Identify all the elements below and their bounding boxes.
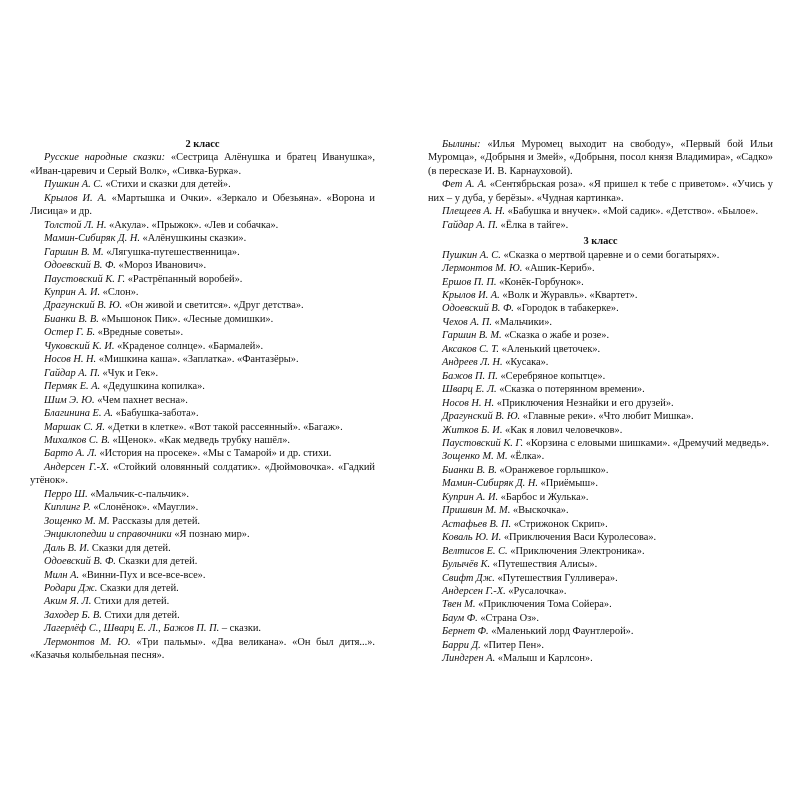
list-item — [30, 340, 375, 353]
list-item — [30, 582, 375, 595]
author-name: Драгунский В. Ю. — [44, 300, 123, 312]
work-titles: «Малыш и Карлсон». — [495, 653, 593, 665]
author-name: Бианки В. В. — [44, 313, 99, 325]
list-item — [30, 326, 375, 339]
work-titles: «Сестрица Алёнушка и братец Иванушка», «Иван-царевич и Серый Волк», «Сивка-Бурка». — [30, 152, 376, 177]
list-item — [428, 356, 773, 369]
author-name: Милн А. — [44, 569, 80, 581]
work-titles: «Чук и Гек». — [99, 367, 159, 379]
grade-heading: 3 класс — [583, 236, 618, 248]
list-item — [428, 639, 773, 652]
list-item — [30, 219, 375, 232]
author-name: Бажов П. П. — [442, 370, 498, 382]
list-item — [428, 572, 773, 585]
list-item — [428, 545, 773, 558]
list-item — [30, 246, 375, 259]
list-item — [30, 609, 375, 622]
work-titles: «Мальчик-с-пальчик». — [87, 488, 189, 500]
author-name: Крылов И. А. — [44, 192, 107, 204]
work-titles: «Ёлка в тайге». — [497, 219, 569, 231]
work-titles: «Стойкий оловянный солдатик». «Дюймовочка». «Гадкий утёнок». — [30, 461, 375, 487]
work-titles: «Ёлка». — [507, 451, 545, 463]
work-titles: Рассказы для детей. — [109, 515, 201, 527]
list-item — [428, 598, 773, 611]
work-titles: «Барбос и Жулька». — [498, 491, 589, 503]
list-item — [30, 151, 375, 178]
list-item — [428, 383, 773, 396]
author-name: Остер Г. Б. — [44, 327, 96, 339]
work-titles: «Ашик-Кериб». — [522, 263, 595, 275]
work-titles: «Конёк-Горбунок». — [496, 276, 584, 288]
list-item — [428, 504, 773, 517]
author-name: Андреев Л. Н. — [442, 357, 503, 369]
author-name: Лагерлёф С., Шварц Е. Л., Бажов П. П. — [44, 623, 220, 635]
author-name: Гайдар А. П. — [44, 367, 100, 379]
work-titles: «Серебряное копытце». — [497, 370, 606, 382]
work-titles: «Приключения Незнайки и его друзей». — [494, 397, 674, 409]
work-titles: «Сентябрьская роза». «Я пришел к тебе с приветом». «Учись у них – у дуба, у берёзы». «Чудная картинка». — [428, 179, 773, 204]
list-item — [428, 464, 773, 477]
list-item — [428, 262, 773, 275]
list-item — [428, 397, 773, 410]
author-name: Твен М. — [442, 599, 476, 611]
author-name: Перро Ш. — [44, 488, 88, 500]
work-titles: «Мартышка и Очки». «Зеркало и Обезьяна». «Ворона и Лисица» и др. — [30, 192, 375, 218]
list-item — [30, 394, 375, 407]
work-titles: «Винни-Пух и все-все-все». — [79, 569, 206, 581]
work-titles: «Маленький лорд Фаунтлерой». — [488, 626, 634, 638]
work-titles: Стихи для детей. — [101, 609, 180, 621]
author-name: Былины: — [442, 139, 481, 150]
author-name: Русские народные сказки: — [44, 152, 166, 164]
list-item — [428, 652, 773, 665]
list-item — [428, 531, 773, 544]
list-item — [30, 488, 375, 501]
work-titles: «Вредные советы». — [95, 327, 184, 339]
list-item — [30, 515, 375, 528]
author-name: Коваль Ю. И. — [442, 532, 502, 544]
author-name: Пермяк Е. А. — [44, 381, 101, 393]
author-name: Линдгрен А. — [442, 653, 496, 665]
author-name: Велтисов Е. С. — [442, 545, 508, 557]
work-titles: «Мишкина каша». «Заплатка». «Фантазёры». — [96, 354, 299, 366]
list-item — [428, 477, 773, 490]
grade-heading: 2 класс — [185, 139, 220, 150]
work-titles: «Сказка о жабе и розе». — [501, 330, 610, 342]
work-titles: «Выскочка». — [510, 505, 569, 517]
list-item — [428, 437, 773, 450]
list-item — [428, 302, 773, 315]
work-titles: «Илья Муромец выходит на свободу», «Первый бой Ильи Муромца», «Добрыня и Змей», «Добрыня, посол князя Владимира», «Садко» (в пересказе И. В. Карнауховой). — [428, 139, 773, 177]
author-name: Чуковский К. И. — [44, 340, 115, 352]
author-name: Чехов А. П. — [442, 316, 492, 328]
work-titles: «Главные реки». «Что любит Мишка». — [520, 411, 694, 423]
work-titles: «Путешествия Гулливера». — [494, 572, 618, 584]
work-titles: «Приключения Тома Сойера». — [475, 599, 612, 611]
work-titles: «Детки в клетке». «Вот такой рассеянный». «Багаж». — [104, 421, 343, 433]
work-titles: «Мальчики». — [491, 316, 552, 328]
author-name: Мамин-Сибиряк Д. Н. — [442, 478, 538, 490]
author-name: Бианки В. В. — [442, 464, 497, 476]
list-item — [428, 316, 773, 329]
author-name: Баум Ф. — [442, 612, 478, 624]
author-name: Драгунский В. Ю. — [442, 411, 521, 423]
list-item — [428, 205, 773, 218]
author-name: Барри Д. — [442, 639, 481, 651]
work-titles: «Дедушкина копилка». — [100, 381, 205, 393]
author-name: Шим Э. Ю. — [44, 394, 95, 406]
work-titles: «Оранжевое горлышко». — [496, 464, 609, 476]
list-item — [428, 558, 773, 571]
list-item — [30, 313, 375, 326]
author-name: Пушкин А. С. — [442, 249, 501, 261]
author-name: Астафьев В. П. — [442, 518, 512, 530]
work-titles: «Слонёнок». «Маугли». — [90, 502, 199, 514]
work-titles: Стихи для детей. — [91, 596, 170, 608]
list-item — [428, 249, 773, 262]
list-item — [30, 380, 375, 393]
list-item — [428, 491, 773, 504]
list-item — [30, 421, 375, 434]
work-titles: «Приёмыш». — [537, 478, 598, 490]
work-titles: Сказки для детей. — [89, 542, 171, 554]
author-name: Житков Б. И. — [442, 424, 503, 436]
list-item — [428, 450, 773, 463]
author-name: Толстой Л. Н. — [44, 219, 107, 231]
work-titles: – сказки. — [219, 623, 262, 635]
work-titles: «Слон». — [100, 286, 139, 298]
list-item — [30, 353, 375, 366]
author-name: Зощенко М. М. — [442, 451, 508, 463]
author-name: Одоевский В. Ф. — [442, 303, 514, 315]
author-name: Ершов П. П. — [442, 276, 497, 288]
work-titles: «Щенок». «Как медведь трубку нашёл». — [109, 434, 291, 446]
author-name: Пушкин А. С. — [44, 179, 103, 191]
list-item — [30, 569, 375, 582]
work-titles: «Бабушка и внучек». «Мой садик». «Детство». «Былое». — [504, 206, 759, 218]
work-titles: «Мышонок Пик». «Лесные домишки». — [98, 313, 274, 325]
author-name: Свифт Дж. — [442, 572, 495, 584]
list-item — [428, 424, 773, 437]
list-item — [30, 622, 375, 635]
work-titles: «Стихи и сказки для детей». — [102, 179, 231, 191]
work-titles: «Растрёпанный воробей». — [125, 273, 243, 285]
author-name: Бернет Ф. — [442, 626, 489, 638]
list-item — [428, 625, 773, 638]
author-name: Аксаков С. Т. — [442, 343, 499, 355]
author-name: Булычёв К. — [442, 559, 491, 571]
work-titles: «Волк и Журавль». «Квартет». — [499, 289, 638, 301]
author-name: Заходер Б. В. — [44, 609, 102, 621]
list-item — [428, 329, 773, 342]
list-item — [30, 232, 375, 245]
author-name: Андерсен Г.-Х. — [44, 461, 110, 473]
work-titles: «Чем пахнет весна». — [94, 394, 188, 406]
author-name: Даль В. И. — [44, 542, 90, 554]
list-item — [428, 370, 773, 383]
list-item — [30, 407, 375, 420]
list-item — [30, 636, 375, 663]
work-titles: «Городок в табакерке». — [513, 303, 619, 315]
work-titles: Сказки для детей. — [115, 556, 198, 568]
list-item — [30, 192, 375, 219]
list-item — [30, 178, 375, 191]
author-name: Маршак С. Я. — [44, 421, 105, 433]
author-name: Одоевский В. Ф. — [44, 260, 116, 272]
list-item — [30, 434, 375, 447]
list-item — [428, 219, 773, 232]
author-name: Паустовский К. Г. — [44, 273, 126, 285]
list-item — [30, 259, 375, 272]
work-titles: «Русалочка». — [505, 585, 567, 597]
work-titles: «Лягушка-путешественница». — [103, 246, 240, 258]
list-item — [428, 343, 773, 356]
left-column — [30, 138, 375, 663]
author-name: Мамин-Сибиряк Д. Н. — [44, 233, 140, 245]
author-name: Гаршин В. М. — [44, 246, 104, 258]
author-name: Благинина Е. А. — [44, 408, 114, 420]
work-titles: «Он живой и светится». «Друг детства». — [122, 300, 304, 312]
list-item — [30, 367, 375, 380]
work-titles: «Аленький цветочек». — [498, 343, 601, 355]
author-name: Зощенко М. М. — [44, 515, 110, 527]
author-name: Гаршин В. М. — [442, 330, 502, 342]
list-item — [30, 299, 375, 312]
work-titles: «Приключения Васи Куролесова». — [501, 532, 657, 544]
work-titles: «Корзина с еловыми шишками». «Дремучий медведь». — [523, 437, 769, 449]
author-name: Плещеев А. Н. — [442, 206, 505, 218]
list-item — [30, 555, 375, 568]
author-name: Аким Я. Л. — [44, 596, 92, 608]
work-titles: «Алёнушкины сказки». — [139, 233, 247, 245]
work-titles: «Мороз Иванович». — [115, 260, 207, 272]
list-item — [30, 461, 375, 488]
work-titles: «Я познаю мир». — [171, 529, 250, 541]
list-item — [30, 447, 375, 460]
author-name: Барто А. Л. — [44, 448, 97, 460]
author-name: Гайдар А. П. — [442, 219, 498, 231]
work-titles: «Страна Оз». — [477, 612, 539, 624]
author-name: Энциклопедии и справочники — [44, 529, 172, 541]
author-name: Носов Н. Н. — [44, 354, 97, 366]
author-name: Шварц Е. Л. — [442, 384, 497, 396]
author-name: Лермонтов М. Ю. — [442, 263, 523, 275]
list-item — [428, 585, 773, 598]
work-titles: «Бабушка-забота». — [113, 408, 199, 420]
author-name: Крылов И. А. — [442, 289, 500, 301]
author-name: Фет А. А. — [442, 179, 487, 191]
author-name: Куприн А. И. — [44, 286, 101, 298]
list-item — [428, 138, 773, 178]
list-item — [428, 410, 773, 423]
author-name: Родари Дж. — [44, 582, 98, 594]
work-titles: «Питер Пен». — [480, 639, 544, 651]
author-name: Носов Н. Н. — [442, 397, 495, 409]
list-item — [428, 518, 773, 531]
list-item — [30, 542, 375, 555]
list-item — [30, 286, 375, 299]
author-name: Паустовский К. Г. — [442, 437, 524, 449]
list-item — [428, 178, 773, 205]
work-titles: «Сказка о мертвой царевне и о семи богатырях». — [500, 249, 720, 261]
list-item — [428, 276, 773, 289]
author-name: Андерсен Г.-Х. — [442, 585, 506, 597]
author-name: Куприн А. И. — [442, 491, 499, 503]
list-item — [428, 289, 773, 302]
work-titles: «Путешествия Алисы». — [490, 559, 598, 571]
author-name: Одоевский В. Ф. — [44, 556, 116, 568]
work-titles: «Сказка о потерянном времени». — [496, 384, 645, 396]
work-titles: «Три пальмы». «Два великана». «Он был дитя...». «Казачья колыбельная песня». — [30, 636, 375, 662]
work-titles: «Кусака». — [502, 357, 549, 369]
author-name: Пришвин М. М. — [442, 505, 511, 517]
work-titles: «Краденое солнце». «Бармалей». — [114, 340, 264, 352]
work-titles: «Стрижонок Скрип». — [511, 518, 608, 530]
work-titles: «Акула». «Прыжок». «Лев и собачка». — [106, 219, 279, 231]
list-item — [30, 501, 375, 514]
list-item — [30, 273, 375, 286]
list-item — [30, 595, 375, 608]
list-item — [30, 528, 375, 541]
work-titles: Сказки для детей. — [97, 582, 179, 594]
work-titles: «История на просеке». «Мы с Тамарой» и др. стихи. — [96, 448, 332, 460]
work-titles: «Приключения Электроника». — [507, 545, 645, 557]
right-column — [428, 138, 773, 666]
list-item — [428, 612, 773, 625]
author-name: Киплинг Р. — [44, 502, 91, 514]
work-titles: «Как я ловил человечков». — [502, 424, 623, 436]
author-name: Лермонтов М. Ю. — [44, 636, 131, 648]
author-name: Михалков С. В. — [44, 434, 110, 446]
